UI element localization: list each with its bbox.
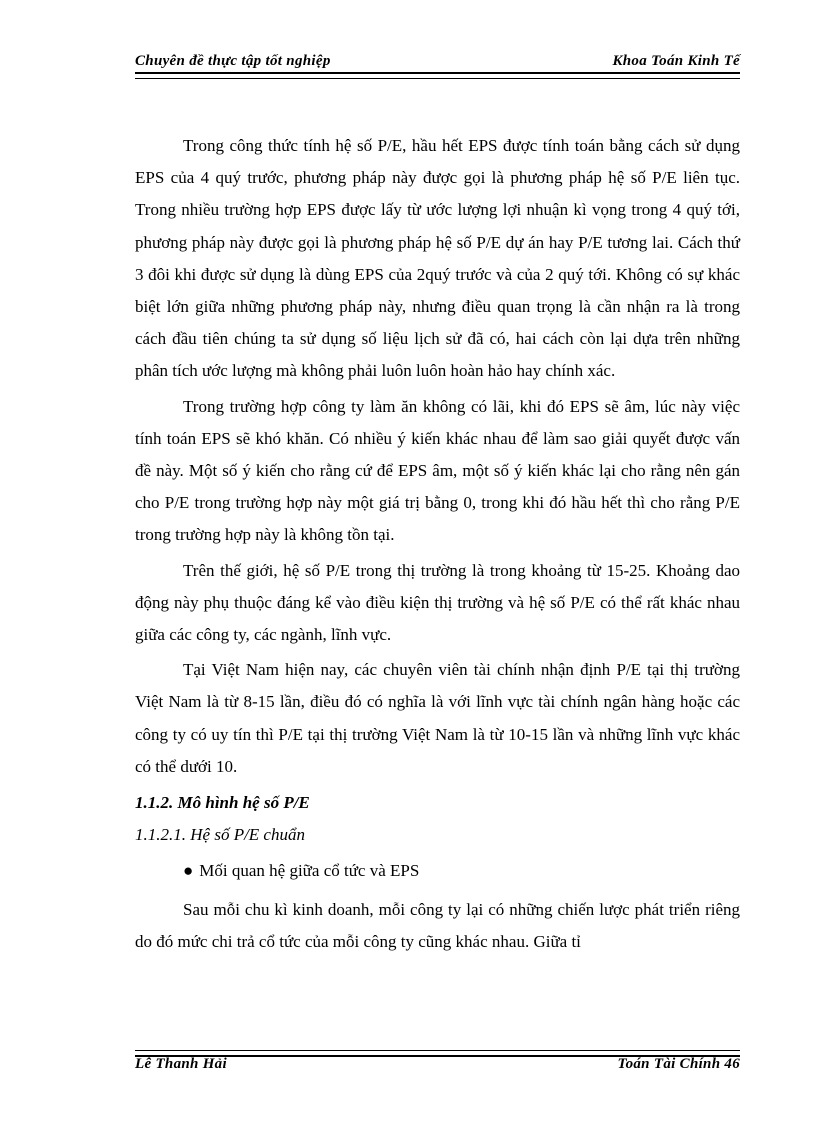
page-footer — [135, 1056, 740, 1078]
paragraph-4: Tại Việt Nam hiện nay, các chuyên viên tài chính nhận định P/E tại thị trường Việt Nam là từ 8-15 lần, điều đó có nghĩa là với lĩnh vực tài chính ngân hàng hoặc các công ty có uy tín thì P/E tại thị trường Việt Nam là từ 10-15 lần và những lĩnh vực khác có thể dưới 10. — [135, 660, 740, 776]
paragraph-2: Trong trường hợp công ty làm ăn không có lãi, khi đó EPS sẽ âm, lúc này việc tính toán EPS sẽ khó khăn. Có nhiều ý kiến khác nhau để làm sao giải quyết được vấn đề này. Một số ý kiến cho rằng cứ để EPS âm, một số ý kiến khác lại cho rằng nên gán cho P/E trong trường hợp này một giá trị bằng 0, trong khi đó hầu hết thì cho rằng P/E trong trường hợp này là không tồn tại. — [135, 396, 740, 545]
section-heading: 1.1.2. Mô hình hệ số P/E — [135, 793, 310, 813]
bullet-item — [135, 854, 740, 888]
footer-author: Lê Thanh Hải — [135, 1056, 227, 1072]
paragraph-3: Trên thế giới, hệ số P/E trong thị trường là trong khoảng từ 15-25. Khoảng dao động này phụ thuộc đáng kể vào điều kiện thị trường và hệ số P/E có thể rất khác nhau giữa các công ty, các ngành, lĩnh vực. — [135, 560, 740, 645]
paragraph-1: Trong công thức tính hệ số P/E, hầu hết EPS được tính toán bằng cách sử dụng EPS của 4 quý trước, phương pháp này được gọi là phương pháp hệ số P/E liên tục. Trong nhiều trường hợp EPS được lấy từ ước lượng lợi nhuận kì vọng trong 4 quý tới, phương pháp này được gọi là phương pháp hệ số P/E dự án hay P/E tương lai. Cách thứ 3 đôi khi được sử dụng là dùng EPS của 2quý trước và của 2 quý tới. Không có sự khác biệt lớn giữa những phương pháp này, nhưng điều quan trọng là cần nhận ra là trong cách đầu tiên chúng ta sử dụng số liệu lịch sử đã có, hai cách còn lại dựa trên những phân tích ước lượng mà không phải luôn luôn hoàn hảo hay chính xác. — [135, 136, 740, 381]
header-rule — [135, 72, 740, 79]
page-header — [135, 48, 740, 70]
footer-course-page: Toán Tài Chính 46 — [617, 1056, 740, 1072]
bullet-dot-icon: ● — [183, 861, 194, 881]
bullet-text: Mối quan hệ giữa cổ tức và EPS — [199, 861, 420, 881]
paragraph-5: Sau mỗi chu kì kinh doanh, mỗi công ty lại có những chiến lược phát triển riêng do đó mức chi trả cổ tức của mỗi công ty cũng khác nhau. Giữa tỉ — [135, 900, 740, 952]
header-left-title: Chuyên đề thực tập tốt nghiệp — [135, 53, 331, 69]
document-body — [135, 130, 740, 961]
header-right-title: Khoa Toán Kinh Tế — [612, 53, 740, 69]
subsection-heading: 1.1.2.1. Hệ số P/E chuẩn — [135, 825, 305, 845]
